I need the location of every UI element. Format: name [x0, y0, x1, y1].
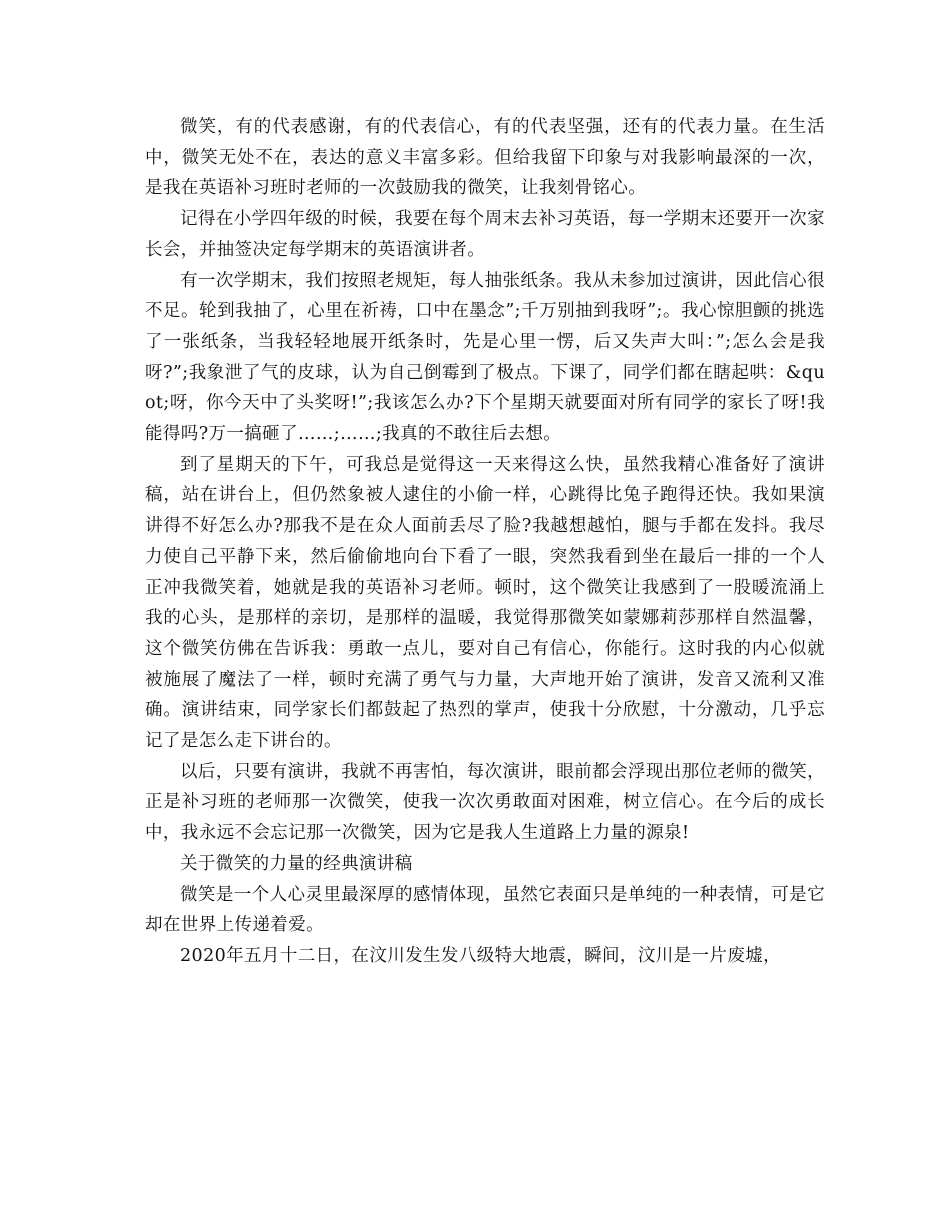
- paragraph-3: 有一次学期末，我们按照老规矩，每人抽张纸条。我从未参加过演讲，因此信心很不足。轮到我抽了，心里在祈祷，口中在墨念”;千万别抽到我呀”;。我心惊胆颤的挑选了一张纸条，当我轻轻地展开纸条时，先是心里一愣，后又失声大叫：”;怎么会是我呀?”;我象泄了气的皮球，认为自己倒霉到了极点。下课了，同学们都在瞎起哄：&quot;呀，你今天中了头奖呀!”;我该怎么办?下个星期天就要面对所有同学的家长了呀!我能得吗?万一搞砸了……;……;我真的不敢往后去想。: [145, 270, 825, 445]
- paragraph-5: 以后，只要有演讲，我就不再害怕，每次演讲，眼前都会浮现出那位老师的微笑，正是补习班的老师那一次微笑，使我一次次勇敢面对困难，树立信心。在今后的成长中，我永远不会忘记那一次微笑，因为它是我人生道路上力量的源泉!: [145, 761, 825, 844]
- paragraph-1: 微笑，有的代表感谢，有的代表信心，有的代表坚强，还有的代表力量。在生活中，微笑无处不在，表达的意义丰富多彩。但给我留下印象与对我影响最深的一次，是我在英语补习班时老师的一次鼓励我的微笑，让我刻骨铭心。: [145, 117, 825, 199]
- paragraph-2: 记得在小学四年级的时候，我要在每个周末去补习英语，每一学期末还要开一次家长会，并抽签决定每学期末的英语演讲者。: [145, 209, 825, 260]
- paragraph-7: 2020年五月十二日，在汶川发生发八级特大地震，瞬间，汶川是一片废墟，: [180, 945, 782, 966]
- paragraph-6: 微笑是一个人心灵里最深厚的感情体现，虽然它表面只是单纯的一种表情，可是它却在世界上传递着爱。: [145, 884, 825, 936]
- document-body: [145, 112, 825, 972]
- paragraph-4: 到了星期天的下午，可我总是觉得这一天来得这么快，虽然我精心准备好了演讲稿，站在讲台上，但仍然象被人逮住的小偷一样，心跳得比兔子跑得还快。我如果演讲得不好怎么办?那我不是在众人面前丢尽了脸?我越想越怕，腿与手都在发抖。我尽力使自己平静下来，然后偷偷地向台下看了一眼，突然我看到坐在最后一排的一个人正冲我微笑着，她就是我的英语补习老师。顿时，这个微笑让我感到了一股暖流涌上我的心头，是那样的亲切，是那样的温暖，我觉得那微笑如蒙娜莉莎那样自然温馨，这个微笑仿佛在告诉我：勇敢一点儿，要对自己有信心，你能行。这时我的内心似就被施展了魔法了一样，顿时充满了勇气与力量，大声地开始了演讲，发音又流利又准确。演讲结束，同学家长们都鼓起了热烈的掌声，使我十分欣慰，十分激动，几乎忘记了是怎么走下讲台的。: [145, 454, 825, 752]
- section-heading: 关于微笑的力量的经典演讲稿: [180, 853, 413, 874]
